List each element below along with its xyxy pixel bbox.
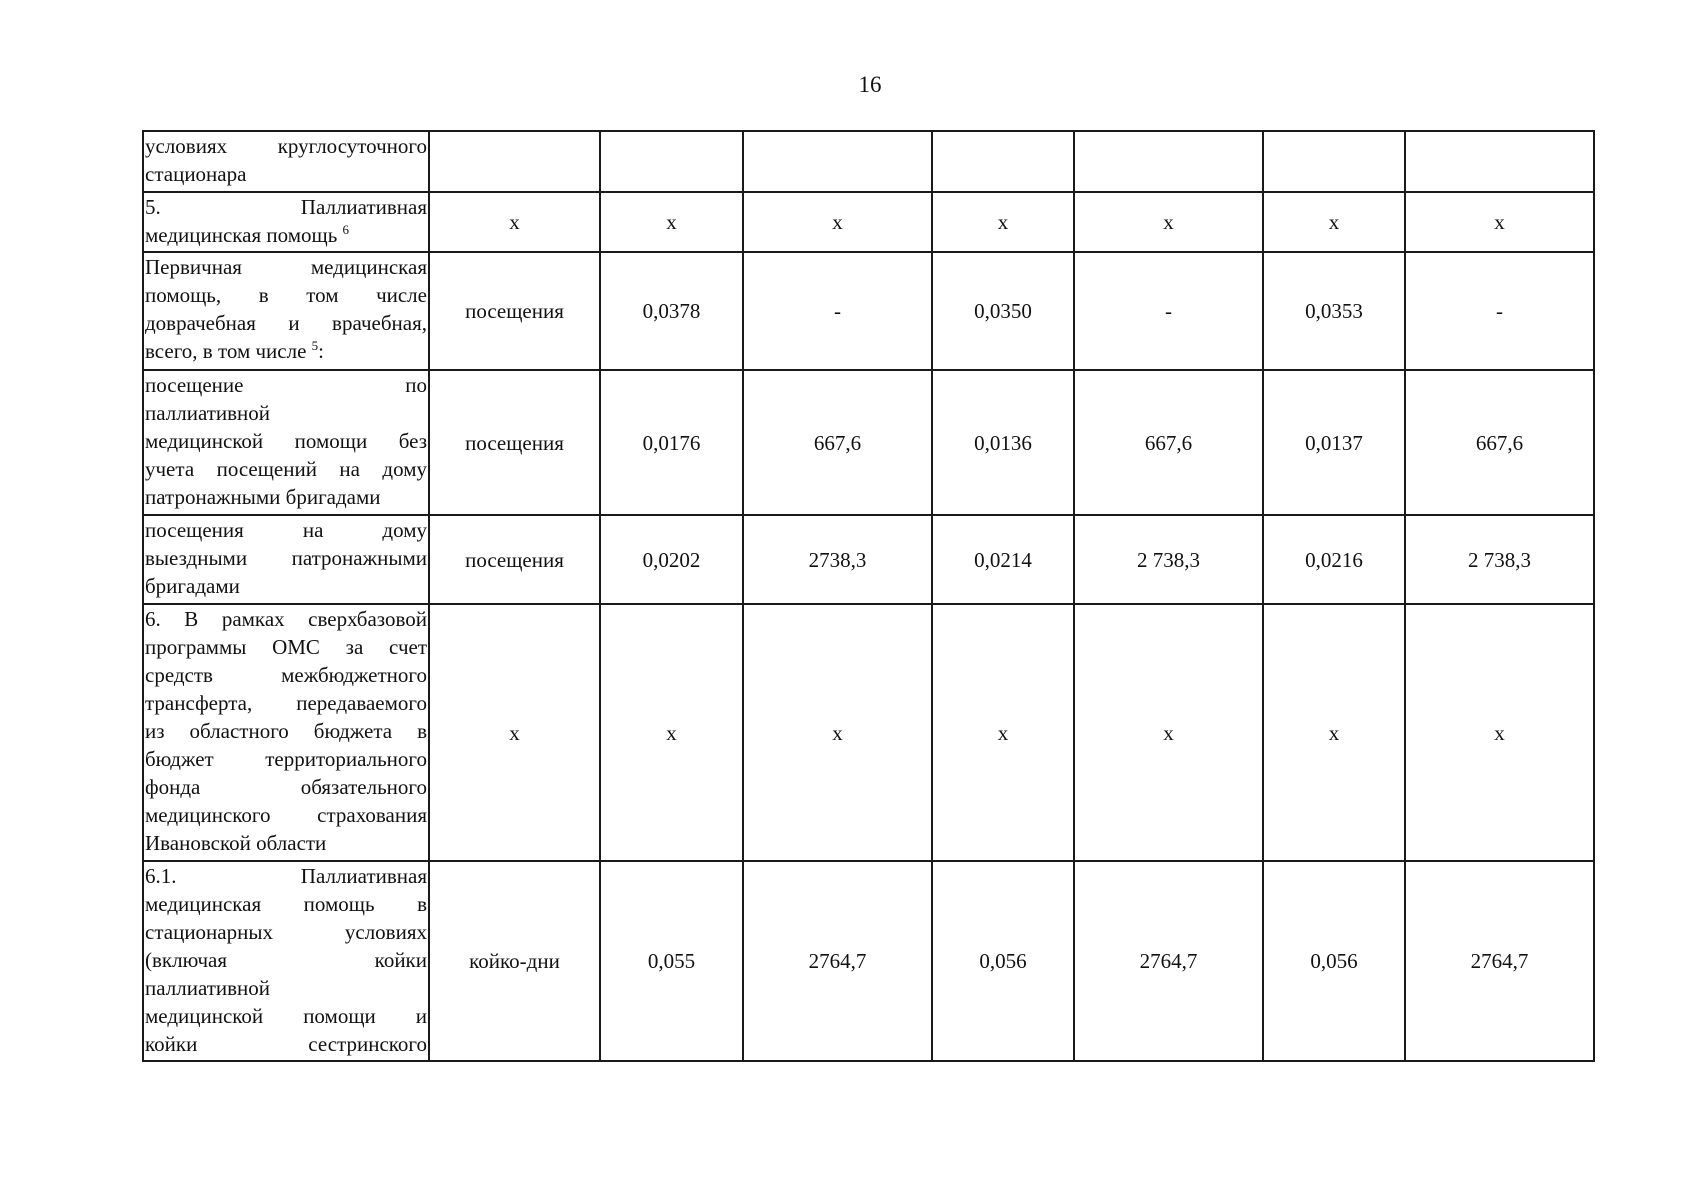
row-label-cell [143,515,429,604]
row-label-cell [143,861,429,1061]
unit-cell: посещения [429,370,600,515]
value-cell: х [1405,192,1594,252]
value-cell [600,131,743,192]
row-label-line: Ивановской области [145,831,327,855]
table-row [143,252,1594,370]
value-cell: 667,6 [1074,370,1263,515]
row-label-line: медицинской помощи и [145,1004,427,1028]
value-cell: - [1405,252,1594,370]
table-row [143,370,1594,515]
row-label-line: стационара [145,162,247,186]
value-cell [743,131,932,192]
data-table [142,130,1595,1062]
row-label-cell [143,370,429,515]
row-label-line: патронажными бригадами [145,485,381,509]
row-label-line: помощь, в том числе [145,283,427,307]
value-cell: х [1405,604,1594,861]
value-cell: х [1263,192,1405,252]
row-label-line: бюджет территориального [145,747,427,771]
value-cell: 0,0176 [600,370,743,515]
value-cell: х [600,604,743,861]
value-cell: х [1074,604,1263,861]
row-label-cell [143,131,429,192]
value-cell: 0,0202 [600,515,743,604]
row-label-line: бригадами [145,574,240,598]
footnote-marker: 5 [311,338,319,353]
unit-cell: посещения [429,252,600,370]
row-label-line: 6. В рамках сверхбазовой [145,607,427,631]
value-cell: 0,0353 [1263,252,1405,370]
value-cell: х [932,192,1074,252]
value-cell: 0,056 [932,861,1074,1061]
value-cell: 667,6 [1405,370,1594,515]
row-label-line: посещение по [145,373,427,397]
value-cell [1074,131,1263,192]
value-cell: 0,0216 [1263,515,1405,604]
value-cell: 0,0214 [932,515,1074,604]
value-cell: 0,0350 [932,252,1074,370]
row-label-line: учета посещений на дому [145,457,427,481]
unit-cell: посещения [429,515,600,604]
unit-cell: х [429,192,600,252]
row-label-line: из областного бюджета в [145,719,427,743]
row-label-cell [143,252,429,370]
row-label-line: койки сестринского [145,1032,427,1056]
row-label-line: программы ОМС за счет [145,635,427,659]
row-label-line: медицинская помощь в [145,892,427,916]
row-label-line: Первичная медицинская [145,255,427,279]
value-cell: х [1263,604,1405,861]
footnote-marker: 6 [342,222,350,237]
row-label-line: условиях круглосуточного [145,134,427,158]
value-cell: - [1074,252,1263,370]
row-label-line: (включая койки [145,948,427,972]
row-label-line: трансферта, передаваемого [145,691,427,715]
value-cell [1263,131,1405,192]
row-label-line: 6.1. Паллиативная [145,864,427,888]
page-number: 16 [858,72,882,97]
row-label-text: всего, в том числе [145,339,307,363]
row-label-line: средств межбюджетного [145,663,427,687]
value-cell: - [743,252,932,370]
value-cell: 2764,7 [1074,861,1263,1061]
value-cell: 2 738,3 [1405,515,1594,604]
value-cell: 2738,3 [743,515,932,604]
value-cell: 0,055 [600,861,743,1061]
value-cell: 0,0378 [600,252,743,370]
table-row [143,131,1594,192]
row-label-line: фонда обязательного [145,775,427,799]
row-label-line: медицинской помощи без [145,429,427,453]
value-cell: 2764,7 [1405,861,1594,1061]
row-label-text: медицинская помощь [145,223,338,247]
row-label-cell [143,604,429,861]
value-cell: 0,0136 [932,370,1074,515]
value-cell [1405,131,1594,192]
row-label-cell [143,192,429,252]
value-cell: х [600,192,743,252]
table-row [143,604,1594,861]
row-label-line: паллиативной [145,976,271,1000]
row-label-line: паллиативной [145,401,271,425]
value-cell [932,131,1074,192]
value-cell: 0,0137 [1263,370,1405,515]
row-label-line: медицинского страхования [145,803,427,827]
row-label-line: доврачебная и врачебная, [145,311,427,335]
row-label-line [145,337,427,365]
label-suffix: : [318,339,325,363]
value-cell: 0,056 [1263,861,1405,1061]
row-label-line [145,221,427,249]
value-cell: 2764,7 [743,861,932,1061]
value-cell: х [743,192,932,252]
unit-cell: х [429,604,600,861]
value-cell: 667,6 [743,370,932,515]
unit-cell: койко-дни [429,861,600,1061]
row-label-line: стационарных условиях [145,920,427,944]
unit-cell [429,131,600,192]
table-row [143,192,1594,252]
value-cell: х [1074,192,1263,252]
row-label-line: посещения на дому [145,518,427,542]
table-row [143,861,1594,1061]
value-cell: х [743,604,932,861]
value-cell: х [932,604,1074,861]
row-label-line: выездными патронажными [145,546,427,570]
table-row [143,515,1594,604]
value-cell: 2 738,3 [1074,515,1263,604]
row-label-line: 5. Паллиативная [145,195,427,219]
